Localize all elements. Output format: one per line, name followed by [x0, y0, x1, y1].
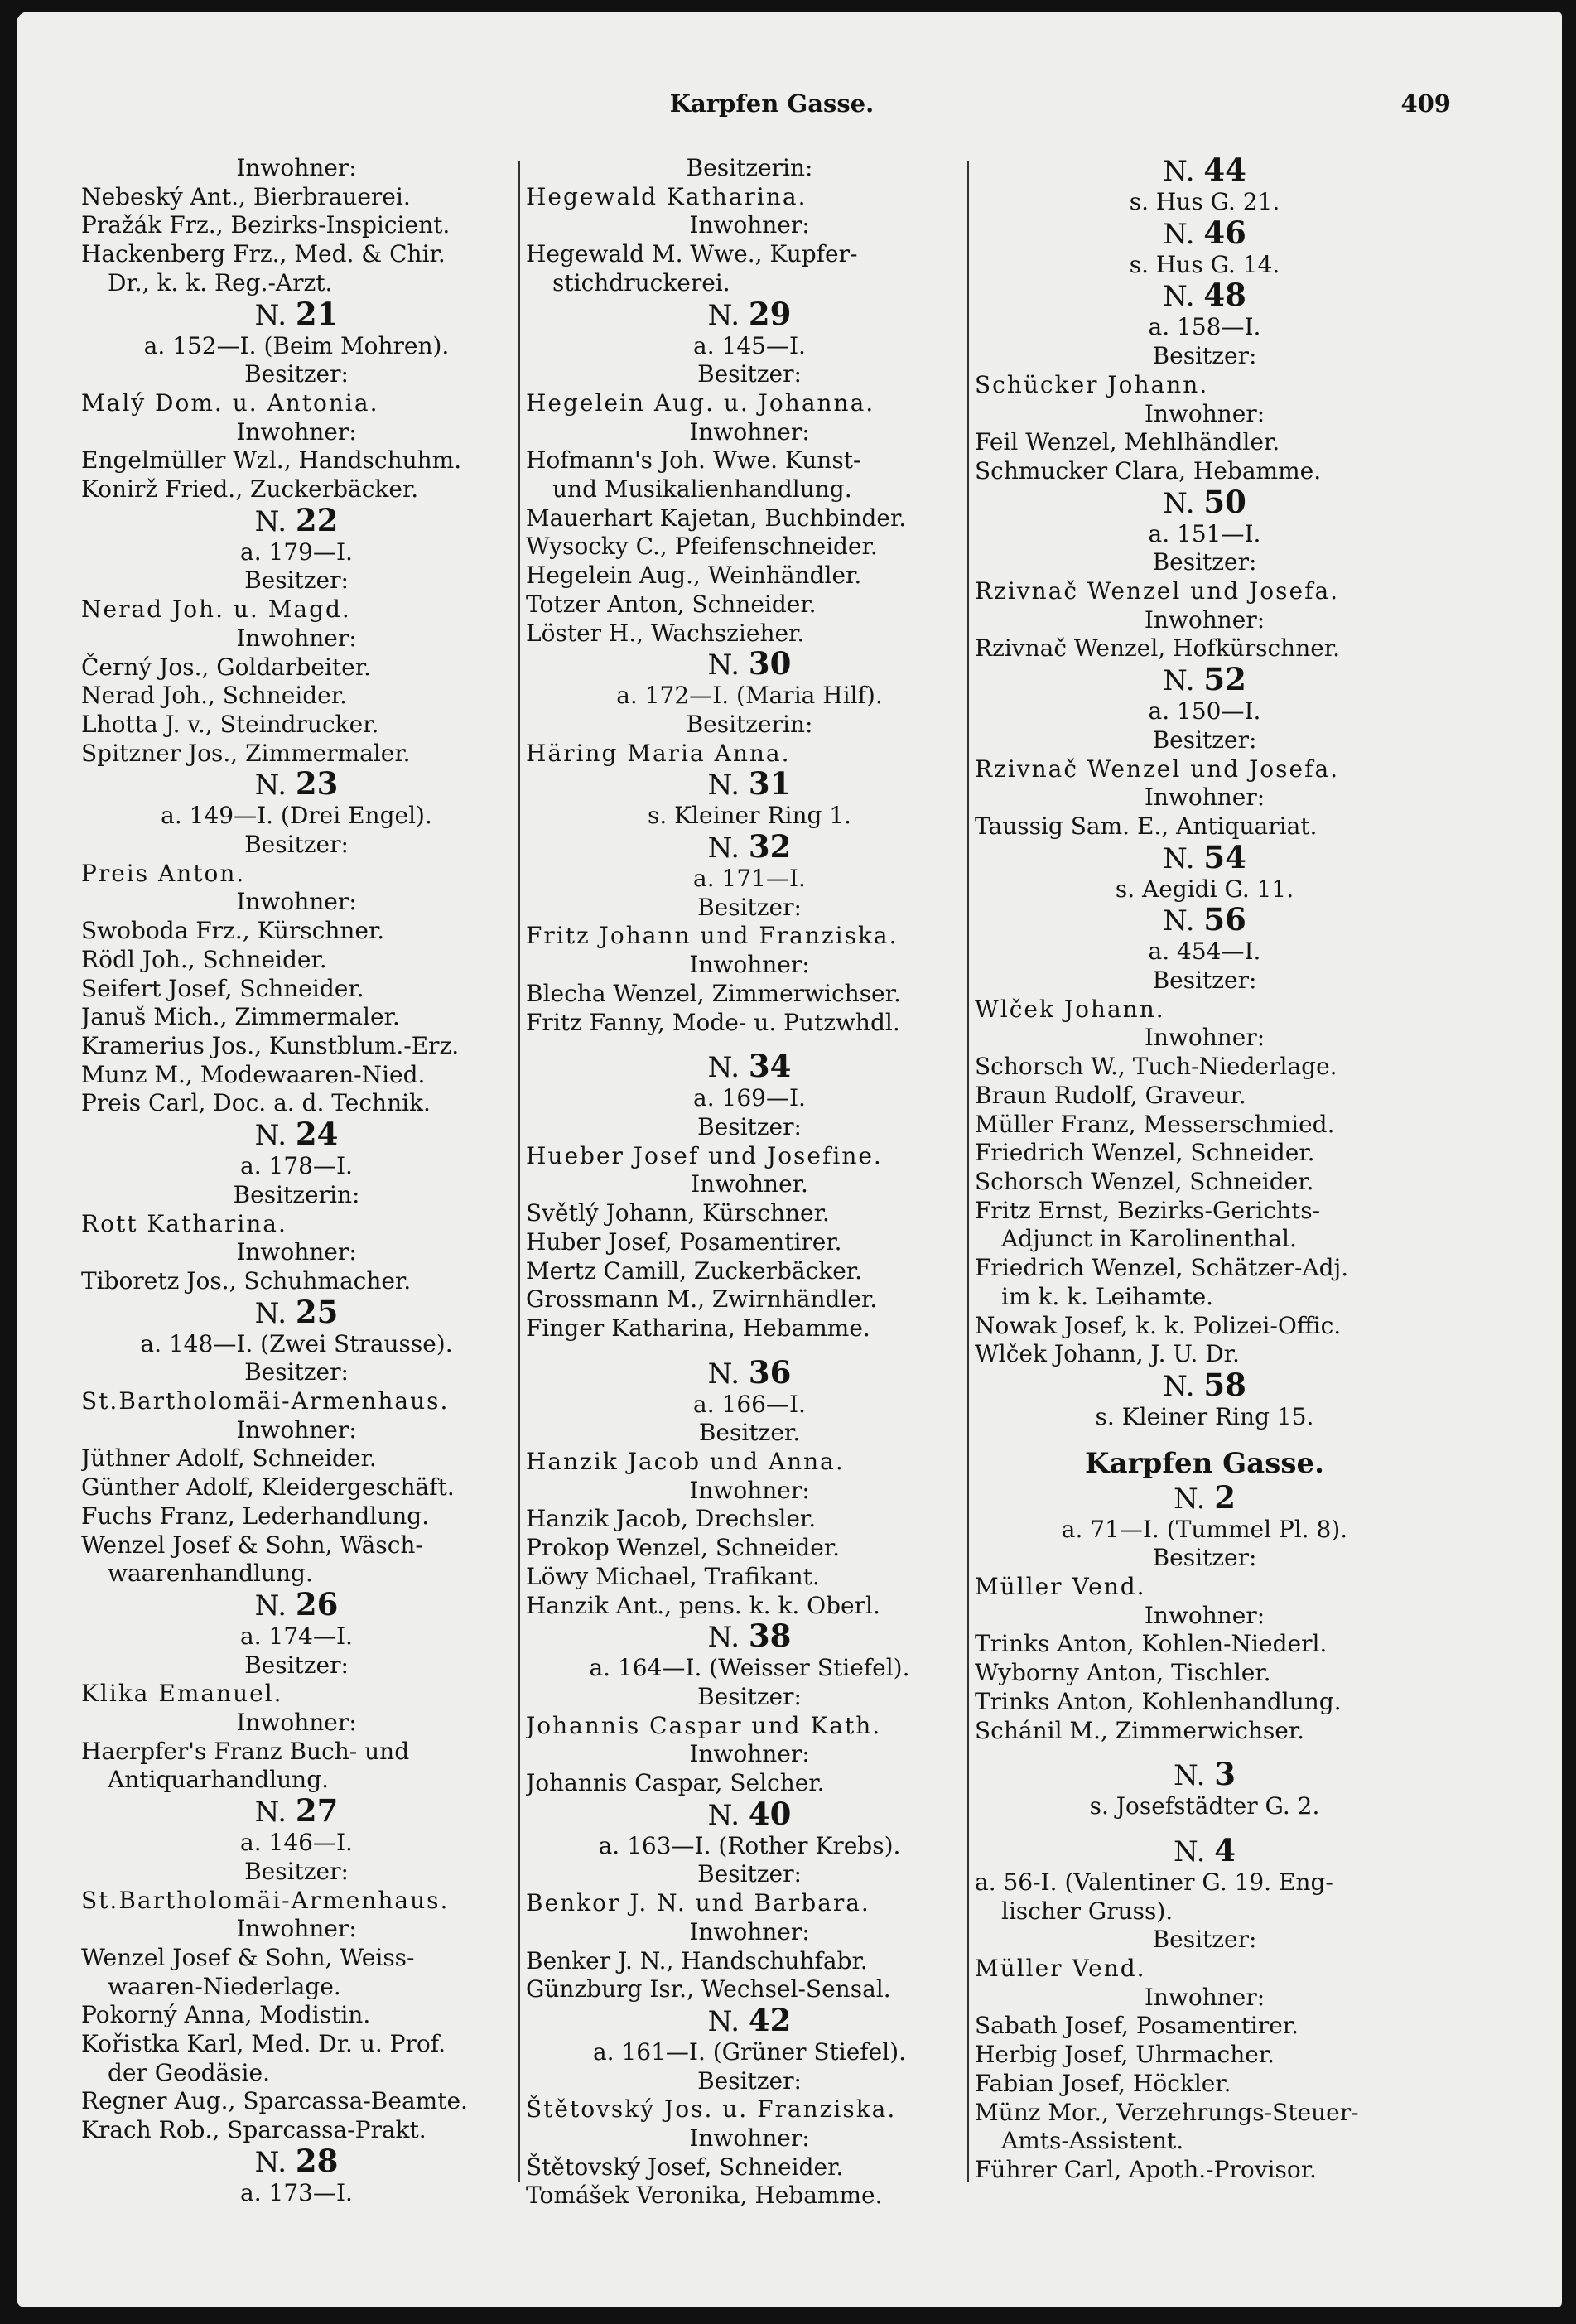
role-label: Besitzer: — [697, 360, 802, 388]
role-label: Inwohner: — [689, 951, 810, 979]
owner-name: Rzivnač Wenzel und Josefa. — [975, 755, 1340, 783]
role-label: Besitzer: — [244, 1651, 349, 1679]
role-label: a. 152—I. (Beim Mohren). — [143, 331, 450, 359]
house-number-prefix: N. — [254, 2145, 287, 2179]
house-number-value: 3 — [1214, 1756, 1236, 1793]
house-number-prefix: N. — [707, 1798, 740, 1832]
house-number-prefix: N. — [707, 298, 740, 332]
entry-line: Preis Carl, Doc. a. d. Technik. — [81, 1089, 431, 1117]
entry-line: Trinks Anton, Kohlen-Niederl. — [975, 1630, 1328, 1658]
entry-line: Müller Franz, Messerschmied. — [975, 1110, 1335, 1138]
house-number-prefix: N. — [1163, 280, 1195, 314]
entry-line: Münz Mor., Verzehrungs-Steuer- — [975, 2098, 1359, 2126]
entry-line: Schorsch Wenzel, Schneider. — [975, 1167, 1314, 1195]
role-label: Inwohner: — [236, 154, 357, 181]
house-number — [81, 1293, 512, 1330]
house-number-value: 38 — [748, 1618, 792, 1655]
role-label: Besitzerin: — [686, 710, 813, 738]
entry-line: Konirž Fried., Zuckerbäcker. — [81, 475, 419, 504]
page-number: 409 — [1400, 89, 1451, 118]
house-number-prefix: N. — [1163, 904, 1195, 938]
house-number-prefix: N. — [254, 1119, 287, 1153]
entry-line: Fritz Fanny, Mode- u. Putzwhdl. — [526, 1008, 900, 1036]
house-number — [975, 279, 1434, 313]
house-number-prefix: N. — [1174, 1835, 1206, 1868]
role-label: a. 178—I. — [240, 1152, 353, 1180]
role-label: Inwohner: — [236, 888, 357, 916]
entry-line: Friedrich Wenzel, Schätzer-Adj. — [975, 1254, 1349, 1282]
entry-line: Benker J. N., Handschuhfabr. — [526, 1946, 868, 1974]
role-label: a. 71—I. (Tummel Pl. 8). — [1061, 1515, 1348, 1543]
house-number — [975, 838, 1434, 875]
entry-line: Führer Carl, Apoth.-Provisor. — [975, 2155, 1317, 2183]
role-label: Inwohner: — [1144, 605, 1265, 634]
house-number — [81, 295, 512, 332]
house-number-prefix: N. — [707, 1357, 740, 1391]
entry-line: Taussig Sam. E., Antiquariat. — [975, 812, 1318, 840]
entry-line: Mertz Camill, Zuckerbäcker. — [526, 1256, 862, 1285]
role-label: a. 171—I. — [693, 865, 806, 893]
house-number — [975, 1366, 1434, 1403]
role-label: a. 149—I. (Drei Engel). — [161, 802, 432, 830]
entry-line: Januš Mich., Zimmermaler. — [81, 1003, 400, 1031]
section-heading: Karpfen Gasse. — [1085, 1446, 1324, 1480]
entry-line: Hackenberg Frz., Med. & Chir. — [81, 240, 446, 268]
entry-line: Löwy Michael, Trafikant. — [526, 1562, 820, 1590]
owner-name: Hanzik Jacob und Anna. — [526, 1448, 845, 1476]
owner-name: Wlček Johann. — [975, 995, 1165, 1023]
house-number-value: 27 — [295, 1792, 339, 1830]
house-number-value: 54 — [1203, 838, 1246, 875]
house-number — [975, 1478, 1434, 1516]
role-label: Besitzer: — [697, 1682, 802, 1710]
house-number-value: 44 — [1203, 152, 1246, 188]
role-label: Inwohner: — [236, 1238, 357, 1266]
entry-line: Feil Wenzel, Mehlhändler. — [975, 428, 1280, 456]
spacer — [975, 1745, 1434, 1758]
entry-continuation: waarenhandlung. — [108, 1560, 313, 1588]
column-divider — [967, 161, 969, 2182]
entry-line: Günther Adolf, Kleidergeschäft. — [81, 1473, 455, 1502]
entry-line: Wysocky C., Pfeifenschneider. — [526, 533, 878, 561]
entry-continuation: waaren-Niederlage. — [108, 1972, 341, 2000]
owner-name: Rzivnač Wenzel und Josefa. — [975, 577, 1340, 605]
entry-line: Herbig Josef, Uhrmacher. — [975, 2041, 1275, 2069]
owner-name: Müller Vend. — [975, 1955, 1146, 1983]
role-label: Besitzer: — [1152, 967, 1257, 995]
entry-line: Světlý Johann, Kürschner. — [526, 1199, 830, 1227]
entry-line: Schmucker Clara, Hebamme. — [975, 456, 1322, 485]
entry-line: Nebeský Ant., Bierbrauerei. — [81, 182, 411, 210]
house-number — [526, 828, 973, 865]
entry-line: Spitzner Jos., Zimmermaler. — [81, 739, 411, 767]
role-label: a. 164—I. (Weisser Stiefel). — [589, 1654, 910, 1682]
role-label: Inwohner: — [1144, 1983, 1265, 2011]
entry-line: Pokorný Anna, Modistin. — [81, 2001, 371, 2029]
owner-name: St.Bartholomäi-Armenhaus. — [81, 1387, 450, 1415]
column-divider — [518, 161, 520, 2182]
role-label: Besitzer: — [697, 2066, 802, 2095]
role-label: Inwohner: — [689, 2124, 810, 2153]
role-label: a. 163—I. (Rother Krebs). — [598, 1831, 901, 1859]
entry-line: Štětovský Josef, Schneider. — [526, 2153, 844, 2181]
owner-name: Malý Dom. u. Antonia. — [81, 388, 379, 417]
house-number-prefix: N. — [254, 1589, 287, 1622]
house-number-prefix: N. — [254, 769, 287, 803]
role-label: Inwohner: — [1144, 1024, 1265, 1052]
house-number — [975, 1831, 1434, 1868]
house-number — [81, 1792, 512, 1830]
owner-name: Klika Emanuel. — [81, 1680, 283, 1708]
entry-continuation: der Geodäsie. — [108, 2058, 270, 2086]
house-number-value: 26 — [295, 1585, 339, 1622]
role-label: Besitzerin: — [686, 154, 813, 181]
role-label: Inwohner. — [691, 1170, 808, 1198]
role-label: Besitzer: — [1152, 342, 1257, 370]
entry-line: Schorsch W., Tuch-Niederlage. — [975, 1053, 1337, 1081]
house-number-value: 36 — [748, 1353, 792, 1391]
entry-line: Pražák Frz., Bezirks-Inspicient. — [81, 211, 451, 239]
role-label: a. 454—I. — [1148, 938, 1261, 966]
entry-line: Prokop Wenzel, Schneider. — [526, 1534, 841, 1562]
house-number-prefix: N. — [1163, 217, 1195, 251]
house-number — [81, 501, 512, 538]
entry-line: Friedrich Wenzel, Schneider. — [975, 1139, 1315, 1167]
house-number-value: 48 — [1203, 277, 1246, 314]
entry-line: Schánil M., Zimmerwichser. — [975, 1716, 1305, 1744]
entry-line: Rzivnač Wenzel, Hofkürschner. — [975, 634, 1341, 663]
house-number — [81, 2142, 512, 2179]
entry-line: Lhotta J. v., Steindrucker. — [81, 710, 379, 738]
role-label: a. 169—I. — [693, 1084, 806, 1112]
entry-line: Trinks Anton, Kohlenhandlung. — [975, 1687, 1342, 1715]
house-number-value: 4 — [1214, 1831, 1236, 1868]
house-number-prefix: N. — [254, 298, 287, 332]
entry-continuation: Amts-Assistent. — [1001, 2127, 1184, 2155]
role-label: Inwohner: — [236, 624, 357, 652]
entry-line: Hanzik Ant., pens. k. k. Oberl. — [526, 1591, 880, 1619]
role-label: Besitzer. — [698, 1419, 801, 1447]
role-label: a. 179—I. — [240, 538, 353, 566]
role-label: s. Kleiner Ring 1. — [647, 802, 852, 830]
entry-continuation: im k. k. Leihamte. — [1001, 1282, 1214, 1310]
owner-name: Häring Maria Anna. — [526, 739, 791, 767]
entry-line: Wyborny Anton, Tischler. — [975, 1659, 1271, 1687]
role-label: Inwohner: — [236, 1915, 357, 1943]
house-number-prefix: N. — [707, 832, 740, 865]
entry-line: Blecha Wenzel, Zimmerwichser. — [526, 979, 901, 1007]
owner-name: St.Bartholomäi-Armenhaus. — [81, 1886, 450, 1914]
role-label: a. 151—I. — [1148, 519, 1261, 547]
entry-continuation: Dr., k. k. Reg.-Arzt. — [108, 268, 333, 297]
spacer — [975, 1821, 1434, 1835]
column-left — [81, 154, 512, 2208]
house-number — [526, 1050, 973, 1084]
entry-line: Haerpfer's Franz Buch- und — [81, 1737, 410, 1765]
entry-line: Fritz Ernst, Bezirks-Gerichts- — [975, 1196, 1321, 1224]
house-number-prefix: N. — [1163, 155, 1195, 188]
owner-name: Fritz Johann und Franziska. — [526, 922, 899, 950]
role-label: a. 146—I. — [240, 1829, 353, 1857]
entry-line: Johannis Caspar, Selcher. — [526, 1769, 825, 1797]
owner-name: Nerad Joh. u. Magd. — [81, 595, 351, 624]
entry-line: Sabath Josef, Posamentirer. — [975, 2012, 1299, 2040]
house-number-value: 25 — [295, 1293, 339, 1330]
house-number-value: 32 — [748, 828, 792, 865]
house-number — [81, 1118, 512, 1152]
owner-name: Rott Katharina. — [81, 1209, 287, 1237]
house-number — [526, 1795, 973, 1832]
entry-line: Finger Katharina, Hebamme. — [526, 1314, 870, 1342]
entry-line: Swoboda Frz., Kürschner. — [81, 917, 385, 945]
entry-line: Krach Rob., Sparcassa-Prakt. — [81, 2116, 427, 2144]
role-label: a. 150—I. — [1148, 697, 1261, 726]
house-number-value: 28 — [295, 2142, 339, 2179]
house-number-value: 2 — [1214, 1478, 1236, 1516]
house-number-prefix: N. — [1163, 841, 1195, 875]
role-label: s. Hus G. 14. — [1129, 250, 1280, 278]
book-page — [17, 12, 1562, 2307]
column-middle — [526, 154, 973, 2211]
house-number-value: 56 — [1203, 901, 1246, 938]
entry-line: Tomášek Veronika, Hebamme. — [526, 2182, 883, 2210]
house-number — [526, 765, 973, 803]
entry-line: Nerad Joh., Schneider. — [81, 682, 347, 710]
entry-continuation: Adjunct in Karolinenthal. — [1001, 1225, 1297, 1253]
role-label: a. 148—I. (Zwei Strausse). — [140, 1329, 453, 1357]
owner-name: Štětovský Jos. u. Franziska. — [526, 2095, 897, 2124]
entry-line: Munz M., Modewaaren-Nied. — [81, 1060, 426, 1088]
entry-line: a. 56-I. (Valentiner G. 19. Eng- — [975, 1868, 1333, 1896]
house-number-prefix: N. — [1174, 1759, 1206, 1793]
role-label: Besitzer: — [1152, 1926, 1257, 1954]
entry-line: Jüthner Adolf, Schneider. — [81, 1444, 377, 1473]
house-number — [975, 483, 1434, 520]
role-label: Inwohner: — [689, 211, 810, 239]
house-number-value: 23 — [295, 765, 339, 803]
entry-line: Rödl Joh., Schneider. — [81, 945, 327, 973]
house-number-value: 29 — [748, 295, 792, 332]
role-label: a. 166—I. — [693, 1390, 806, 1418]
entry-continuation: und Musikalienhandlung. — [552, 475, 852, 504]
house-number-prefix: N. — [254, 1796, 287, 1830]
entry-line: Grossmann M., Zwirnhändler. — [526, 1285, 878, 1314]
entry-line: Hanzik Jacob, Drechsler. — [526, 1505, 817, 1533]
house-number — [81, 1585, 512, 1622]
entry-line: Mauerhart Kajetan, Buchbinder. — [526, 504, 907, 532]
house-number-prefix: N. — [707, 1051, 740, 1085]
role-label: a. 172—I. (Maria Hilf). — [616, 682, 883, 710]
house-number-value: 31 — [748, 765, 792, 803]
role-label: Inwohner: — [236, 1709, 357, 1737]
role-label: Besitzer: — [697, 1112, 802, 1140]
entry-line: Löster H., Wachszieher. — [526, 619, 805, 647]
entry-line: Wlček Johann, J. U. Dr. — [975, 1340, 1240, 1368]
entry-line: Hofmann's Joh. Wwe. Kunst- — [526, 446, 861, 475]
entry-continuation: Antiquarhandlung. — [108, 1766, 330, 1794]
entry-line: Hegewald M. Wwe., Kupfer- — [526, 240, 858, 268]
house-number-prefix: N. — [1174, 1482, 1206, 1516]
role-label: Besitzerin: — [233, 1180, 360, 1208]
house-number — [975, 214, 1434, 251]
column-right — [975, 154, 1434, 2185]
role-label: Inwohner: — [689, 1476, 810, 1504]
owner-name: Preis Anton. — [81, 859, 246, 887]
entry-line: Wenzel Josef & Sohn, Weiss- — [81, 1943, 415, 1971]
entry-line: Fuchs Franz, Lederhandlung. — [81, 1502, 430, 1530]
house-number-prefix: N. — [1163, 1369, 1195, 1403]
entry-line: Tiboretz Jos., Schuhmacher. — [81, 1266, 412, 1295]
entry-line: Totzer Anton, Schneider. — [526, 590, 817, 618]
house-number-value: 58 — [1203, 1366, 1246, 1403]
entry-line: Černý Jos., Goldarbeiter. — [81, 653, 371, 681]
role-label: Besitzer: — [244, 1358, 349, 1386]
house-number-prefix: N. — [707, 1621, 740, 1655]
house-number-value: 34 — [748, 1048, 792, 1085]
entry-line: Kořistka Karl, Med. Dr. u. Prof. — [81, 2030, 446, 2058]
house-number — [975, 901, 1434, 938]
house-number — [526, 295, 973, 332]
role-label: a. 145—I. — [693, 331, 806, 359]
house-number-value: 30 — [748, 645, 792, 682]
owner-name: Benkor J. N. und Barbara. — [526, 1889, 870, 1917]
house-number — [81, 765, 512, 803]
entry-line: Hegelein Aug., Weinhändler. — [526, 562, 862, 590]
house-number-value: 22 — [295, 501, 339, 538]
entry-continuation: lischer Gruss). — [1001, 1897, 1174, 1925]
house-number-value: 21 — [295, 295, 339, 332]
house-number-prefix: N. — [1163, 486, 1195, 520]
house-number-prefix: N. — [707, 2004, 740, 2038]
role-label: s. Hus G. 21. — [1129, 188, 1280, 215]
entry-continuation: stichdruckerei. — [552, 268, 730, 297]
role-label: Inwohner: — [236, 417, 357, 446]
entry-line: Wenzel Josef & Sohn, Wäsch- — [81, 1531, 423, 1559]
role-label: Besitzer: — [1152, 726, 1257, 754]
entry-line: Günzburg Isr., Wechsel-Sensal. — [526, 1975, 891, 2003]
role-label: s. Josefstädter G. 2. — [1089, 1792, 1320, 1820]
owner-name: Hegewald Katharina. — [526, 182, 807, 210]
role-label: Inwohner: — [236, 1415, 357, 1444]
house-number-value: 40 — [748, 1795, 792, 1832]
house-number — [526, 2001, 973, 2038]
house-number — [975, 154, 1434, 188]
entry-line: Nowak Josef, k. k. Polizei-Offic. — [975, 1311, 1342, 1339]
role-label: Inwohner: — [689, 417, 810, 446]
house-number — [526, 1353, 973, 1391]
role-label: a. 161—I. (Grüner Stiefel). — [592, 2037, 907, 2066]
house-number-prefix: N. — [254, 1296, 287, 1330]
house-number-value: 46 — [1203, 214, 1246, 251]
owner-name: Müller Vend. — [975, 1573, 1146, 1601]
role-label: Besitzer: — [1152, 548, 1257, 576]
house-number-value: 52 — [1203, 661, 1246, 698]
role-label: Inwohner: — [689, 1917, 810, 1946]
entry-line: Braun Rudolf, Graveur. — [975, 1081, 1246, 1109]
owner-name: Hueber Josef und Josefine. — [526, 1141, 883, 1169]
owner-name: Schücker Johann. — [975, 370, 1209, 398]
house-number-prefix: N. — [707, 649, 740, 682]
house-number — [526, 1620, 973, 1654]
role-label: Besitzer: — [697, 1860, 802, 1888]
role-label: Besitzer: — [244, 360, 349, 388]
role-label: Inwohner: — [1144, 1601, 1265, 1629]
entry-line: Fabian Josef, Höckler. — [975, 2069, 1231, 2097]
role-label: Besitzer: — [697, 893, 802, 921]
role-label: a. 158—I. — [1148, 313, 1261, 341]
running-head-title: Karpfen Gasse. — [669, 89, 875, 118]
house-number-value: 24 — [295, 1116, 339, 1153]
role-label: s. Aegidi G. 11. — [1115, 875, 1294, 903]
role-label: Besitzer: — [244, 1857, 349, 1885]
house-number-prefix: N. — [707, 769, 740, 803]
entry-line: Engelmüller Wzl., Handschuhm. — [81, 446, 462, 475]
role-label: Inwohner: — [689, 1740, 810, 1768]
house-number — [975, 663, 1434, 697]
entry-line: Huber Josef, Posamentirer. — [526, 1227, 842, 1256]
entry-line: Kramerius Jos., Kunstblum.-Erz. — [81, 1031, 460, 1059]
role-label: Besitzer: — [1152, 1544, 1257, 1572]
house-number — [526, 645, 973, 682]
role-label: a. 173—I. — [240, 2178, 353, 2206]
owner-name: Johannis Caspar und Kath. — [526, 1711, 882, 1739]
entry-line: Seifert Josef, Schneider. — [81, 974, 364, 1002]
owner-name: Hegelein Aug. u. Johanna. — [526, 388, 875, 417]
role-label: Inwohner: — [1144, 784, 1265, 812]
house-number-prefix: N. — [1163, 664, 1195, 698]
house-number-value: 50 — [1203, 483, 1246, 520]
house-number-value: 42 — [748, 2001, 792, 2038]
role-label: Besitzer: — [244, 831, 349, 859]
role-label: Besitzer: — [244, 567, 349, 595]
house-number-prefix: N. — [254, 504, 287, 538]
role-label: s. Kleiner Ring 15. — [1095, 1402, 1314, 1430]
entry-line: Regner Aug., Sparcassa-Beamte. — [81, 2087, 468, 2115]
house-number — [975, 1758, 1434, 1792]
role-label: a. 174—I. — [240, 1622, 353, 1650]
role-label: Inwohner: — [1144, 399, 1265, 427]
